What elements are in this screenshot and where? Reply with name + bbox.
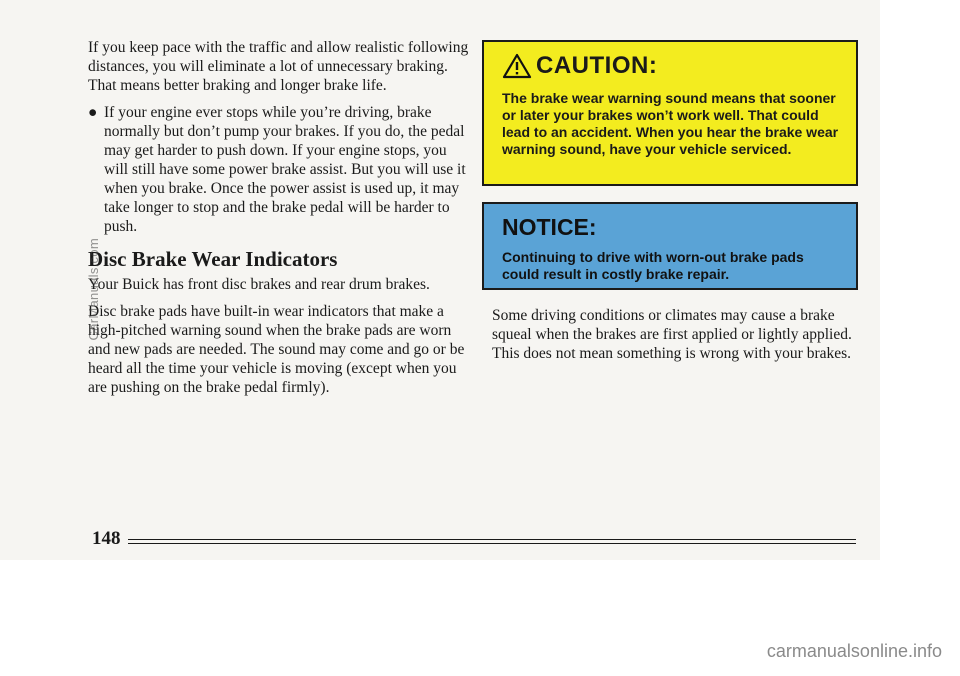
bullet-dot-icon: ● bbox=[88, 104, 98, 121]
bullet-text: If your engine ever stops while you’re driving, brake normally but don’t pump your brakes. If you do, the pedal may get harder to push down. If your engine stops, you will still have some power brake assist. But you will use it when you brake. Once the power assist is used up, it may take longer to stop and the brake pedal will be harder to push. bbox=[104, 104, 466, 235]
left-column bbox=[88, 38, 473, 405]
notice-body: Continuing to drive with worn-out brake pads could result in costly brake repair. bbox=[502, 249, 804, 282]
footer-rule-top bbox=[128, 539, 856, 540]
caution-box bbox=[482, 40, 858, 186]
caution-title: CAUTION: bbox=[536, 52, 658, 79]
caution-title-row bbox=[502, 52, 842, 80]
bullet-item bbox=[88, 103, 473, 236]
footer-rule-bottom bbox=[128, 543, 856, 544]
intro-paragraph: If you keep pace with the traffic and allow realistic following distances, you will eliminate a lot of unnecessary braking. That means better braking and longer brake life. bbox=[88, 39, 469, 94]
notice-title: NOTICE: bbox=[502, 214, 597, 240]
right-column bbox=[492, 306, 862, 363]
brakes-paragraph: Your Buick has front disc brakes and rear drum brakes. bbox=[88, 276, 430, 293]
vertical-watermark: CarManuals.com bbox=[86, 238, 101, 341]
caution-body: The brake wear warning sound means that sooner or later your brakes won’t work well. That could lead to an accident. When you hear the brake wear warning sound, have your vehicle serviced. bbox=[502, 90, 839, 157]
warning-triangle-icon bbox=[502, 53, 532, 79]
section-heading: Disc Brake Wear Indicators bbox=[88, 247, 338, 271]
site-watermark: carmanualsonline.info bbox=[766, 641, 942, 661]
notice-box bbox=[482, 202, 858, 290]
brake-squeal-paragraph: Some driving conditions or climates may cause a brake squeal when the brakes are first applied or lightly applied. This does not mean something is wrong with your brakes. bbox=[492, 307, 852, 362]
page-number: 148 bbox=[92, 528, 121, 549]
wear-indicator-paragraph: Disc brake pads have built-in wear indicators that make a high-pitched warning sound when the brake pads are worn and new pads are needed. The sound may come and go or be heard all the time your vehicle is moving (except when you are pushing on the brake pedal firmly). bbox=[88, 303, 465, 396]
